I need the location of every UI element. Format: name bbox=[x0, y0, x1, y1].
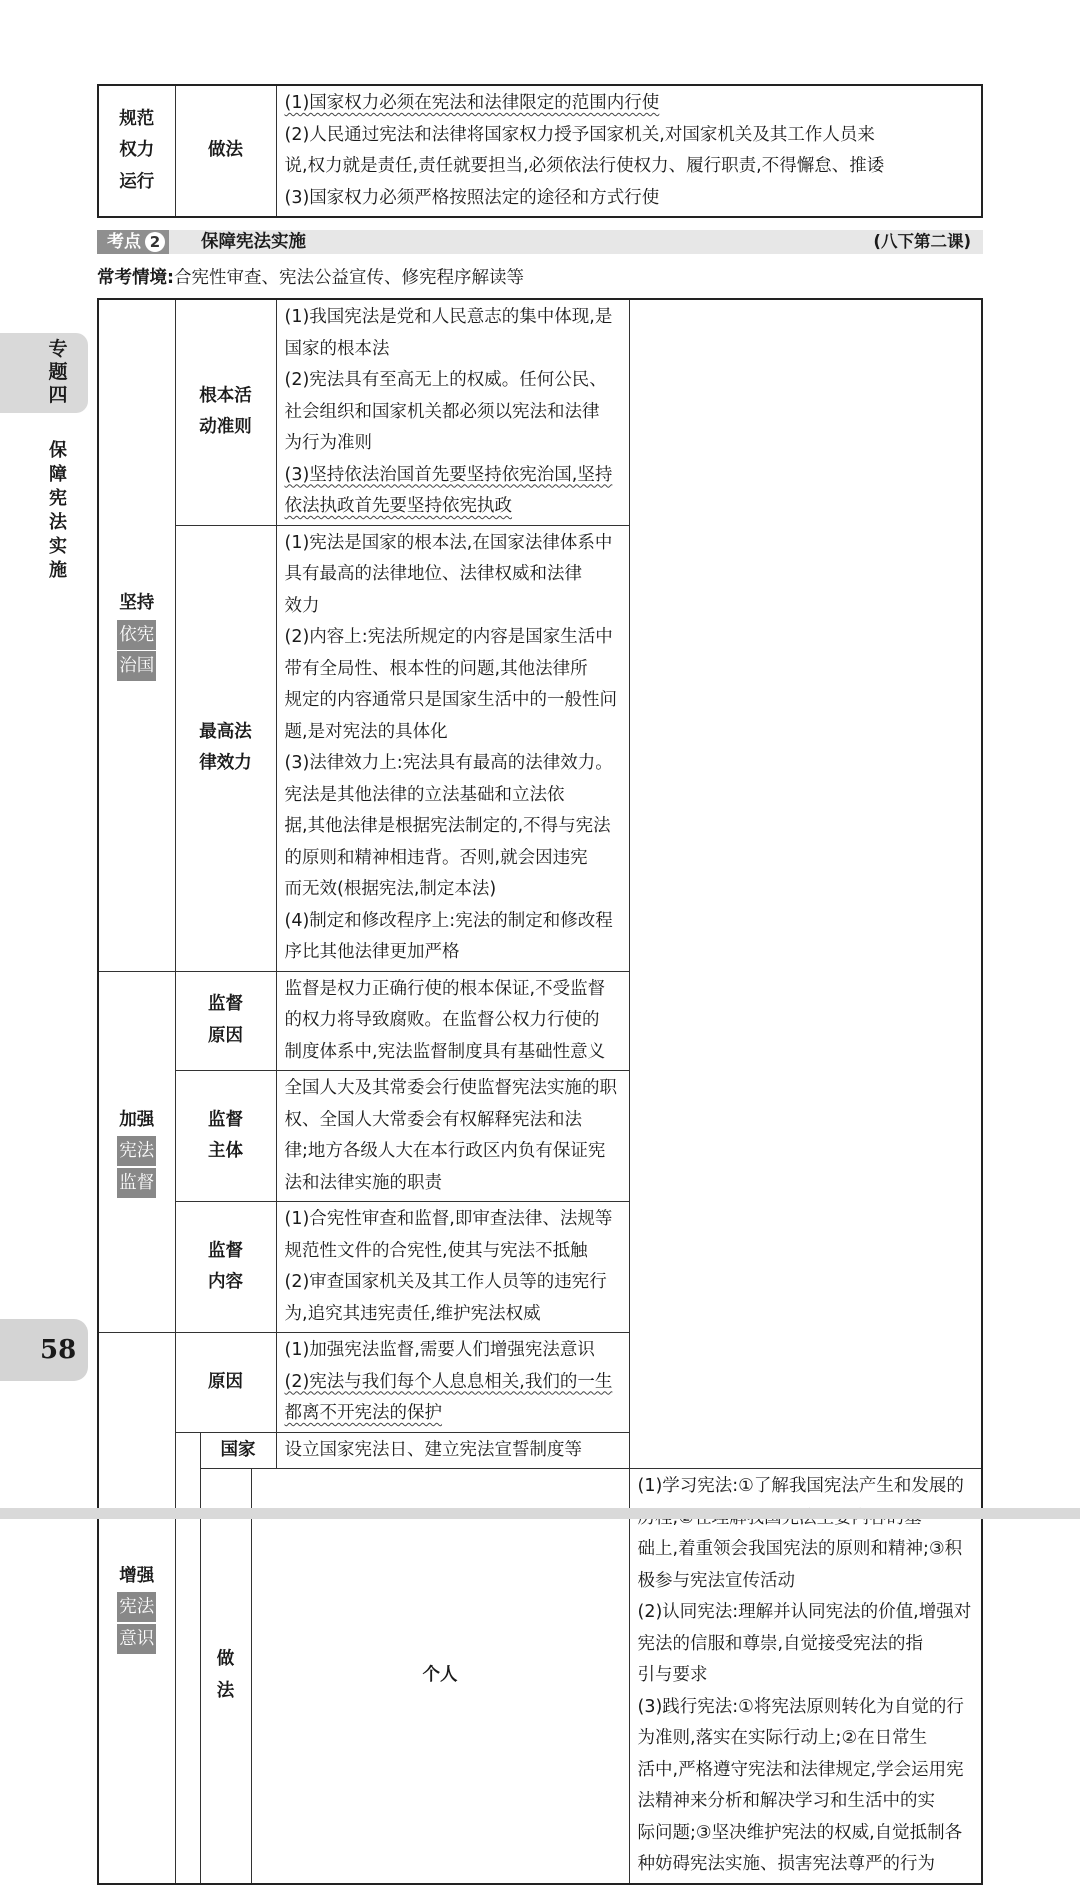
sub-label-practice: 做法 bbox=[175, 85, 276, 217]
content-line: 制度体系中,宪法监督制度具有基础性意义 bbox=[284, 1041, 606, 1062]
content-line: (3)践行宪法:①将宪法原则转化为自觉的行为准则,落实在实际行动上;②在日常生 bbox=[637, 1696, 964, 1748]
group-label-highlight: 意识 bbox=[117, 1624, 156, 1654]
content-line: (2)审查国家机关及其工作人员等的违宪行为,追究其违宪责任,维护宪法权威 bbox=[284, 1272, 607, 1324]
group-label-highlight: 依宪 bbox=[117, 620, 156, 650]
sub-label-text: 监督原因 bbox=[208, 994, 243, 1046]
sub-label-text: 最高法律效力 bbox=[199, 721, 252, 773]
group-enhance-awareness bbox=[98, 1333, 175, 1884]
section-number-badge: 2 bbox=[145, 232, 165, 252]
content-line: 律;地方各级人大在本行政区内负有保证宪法和法律实施的职责 bbox=[284, 1141, 606, 1193]
chapter-label: 专题四 bbox=[48, 338, 68, 406]
group-label-highlight: 治国 bbox=[117, 651, 156, 681]
section-title: 保障宪法实施 bbox=[201, 232, 306, 252]
group-label-highlight: 监督 bbox=[117, 1168, 156, 1198]
sub-label-supervision-content bbox=[175, 1202, 276, 1333]
page-number-tab bbox=[0, 1319, 88, 1381]
sub-label-text: 监督内容 bbox=[208, 1240, 243, 1292]
content-line: (2)人民通过宪法和法律将国家权力授予国家机关,对国家机关及其工作人员来 bbox=[284, 124, 875, 145]
sub-label-reason: 原因 bbox=[175, 1333, 276, 1433]
content-line: 据,其他法律是根据宪法制定的,不得与宪法的原则和精神相违背。否则,就会因违宪 bbox=[284, 816, 611, 868]
content-line: 而无效(根据宪法,制定本法) bbox=[284, 879, 497, 899]
group-label-top: 增强 bbox=[119, 1565, 155, 1586]
content-line: (2)内容上:宪法所规定的内容是国家生活中带有全局性、根本性的问题,其他法律所 bbox=[284, 627, 613, 679]
content-line: (1)宪法是国家的根本法,在国家法律体系中具有最高的法律地位、法律权威和法律 bbox=[284, 532, 613, 584]
supreme-effect-content bbox=[276, 525, 629, 971]
sub-label-individual: 个人 bbox=[251, 1469, 629, 1884]
sub-label-fundamental-norm bbox=[175, 299, 276, 525]
content-line: 际问题;③坚决维护宪法的权威,自觉抵制各种妨碍宪法实施、损害宪法尊严的行为 bbox=[637, 1822, 963, 1874]
row-label-text: 规范权力运行 bbox=[119, 108, 155, 192]
sub-label-text: 监督主体 bbox=[208, 1109, 243, 1161]
chapter-side-tab bbox=[0, 333, 88, 413]
content-line: 础上,着重领会我国宪法的原则和精神;③积极参与宪法宣传活动 bbox=[637, 1539, 963, 1591]
group-uphold-constitution bbox=[98, 299, 175, 971]
group-label-top: 坚持 bbox=[119, 593, 155, 613]
content-line: 规定的内容通常只是国家生活中的一般性问题,是对宪法的具体化 bbox=[284, 690, 618, 742]
section-tag bbox=[97, 230, 169, 254]
group-label-highlight: 宪法 bbox=[117, 1136, 156, 1166]
chapter-subtitle: 保障宪法实施 bbox=[49, 440, 67, 581]
content-line: 活中,严格遵守宪法和法律规定,学会运用宪法精神来分析和解决学习和生活中的实 bbox=[637, 1759, 964, 1811]
sub-label-state: 国家 bbox=[200, 1432, 276, 1469]
scenario-text: 合宪性审查、宪法公益宣传、修宪程序解读等 bbox=[174, 268, 524, 288]
content-line: (1)合宪性审查和监督,即审查法律、法规等规范性文件的合宪性,使其与宪法不抵触 bbox=[284, 1209, 613, 1261]
section-header bbox=[97, 230, 983, 254]
sub-label-practice bbox=[175, 1432, 200, 1884]
bottom-strip bbox=[0, 1508, 1080, 1519]
state-content: 设立国家宪法日、建立宪法宣誓制度等 bbox=[276, 1432, 629, 1469]
practice-label-text: 做法 bbox=[216, 1649, 235, 1701]
content-line: (2)宪法与我们每个人息息相关,我们的一生都离不开宪法的保护 bbox=[284, 1371, 613, 1423]
power-regulation-content bbox=[276, 85, 982, 217]
group-strengthen-supervision bbox=[98, 971, 175, 1333]
content-line: (1)我国宪法是党和人民意志的集中体现,是国家的根本法 bbox=[284, 307, 613, 359]
section-tag-label: 考点 bbox=[107, 232, 141, 252]
fundamental-norm-content bbox=[276, 299, 629, 525]
sub-label-supervision-subject bbox=[175, 1071, 276, 1202]
content-line: (2)认同宪法:理解并认同宪法的价值,增强对宪法的信服和尊崇,自觉接受宪法的指 bbox=[637, 1602, 972, 1654]
sub-label-text: 根本活动准则 bbox=[199, 385, 252, 438]
row-label-power-regulation bbox=[98, 85, 175, 217]
supervision-subject-content bbox=[276, 1071, 629, 1202]
page-number: 58 bbox=[40, 1335, 77, 1365]
content-line: 为行为准则 bbox=[284, 433, 373, 453]
group-label-top: 加强 bbox=[119, 1109, 155, 1130]
power-regulation-table bbox=[97, 84, 983, 218]
content-line: (4)制定和修改程序上:宪法的制定和修改程序比其他法律更加严格 bbox=[284, 910, 613, 962]
content-line: 监督是权力正确行使的根本保证,不受监督的权力将导致腐败。在监督公权力行使的 bbox=[284, 978, 606, 1030]
sub-label-supreme-effect bbox=[175, 525, 276, 971]
sub-label-practice-vertical bbox=[200, 1469, 251, 1884]
content-line: (3)法律效力上:宪法具有最高的法律效力。宪法是其他法律的立法基础和立法依 bbox=[284, 753, 613, 805]
sub-label-supervision-reason bbox=[175, 971, 276, 1071]
constitution-implementation-table bbox=[97, 298, 983, 1885]
content-line: (1)国家权力必须在宪法和法律限定的范围内行使 bbox=[284, 93, 660, 113]
individual-content bbox=[629, 1469, 982, 1884]
content-line: 引与要求 bbox=[637, 1665, 708, 1685]
supervision-reason-content bbox=[276, 971, 629, 1071]
content-line: 全国人大及其常委会行使监督宪法实施的职权、全国人大常委会有权解释宪法和法 bbox=[284, 1078, 618, 1130]
common-scenario bbox=[97, 264, 524, 292]
content-line: 说,权力就是责任,责任就要担当,必须依法行使权力、履行职责,不得懈怠、推诿 bbox=[284, 156, 885, 176]
content-line: (1)加强宪法监督,需要人们增强宪法意识 bbox=[284, 1340, 595, 1360]
reason-content bbox=[276, 1333, 629, 1433]
supervision-content-text bbox=[276, 1202, 629, 1333]
content-line: (1)学习宪法:①了解我国宪法产生和发展的 bbox=[637, 1476, 964, 1496]
content-line: (2)宪法具有至高无上的权威。任何公民、社会组织和国家机关都必须以宪法和法律 bbox=[284, 370, 607, 422]
section-course: (八下第二课) bbox=[873, 232, 971, 251]
content-line: (3)国家权力必须严格按照法定的途径和方式行使 bbox=[284, 187, 660, 208]
group-label-highlight: 宪法 bbox=[117, 1592, 156, 1622]
content-line: (3)坚持依法治国首先要坚持依宪治国,坚持依法执政首先要坚持依宪执政 bbox=[284, 464, 613, 516]
scenario-label: 常考情境: bbox=[97, 268, 174, 288]
content-line: 效力 bbox=[284, 595, 320, 616]
